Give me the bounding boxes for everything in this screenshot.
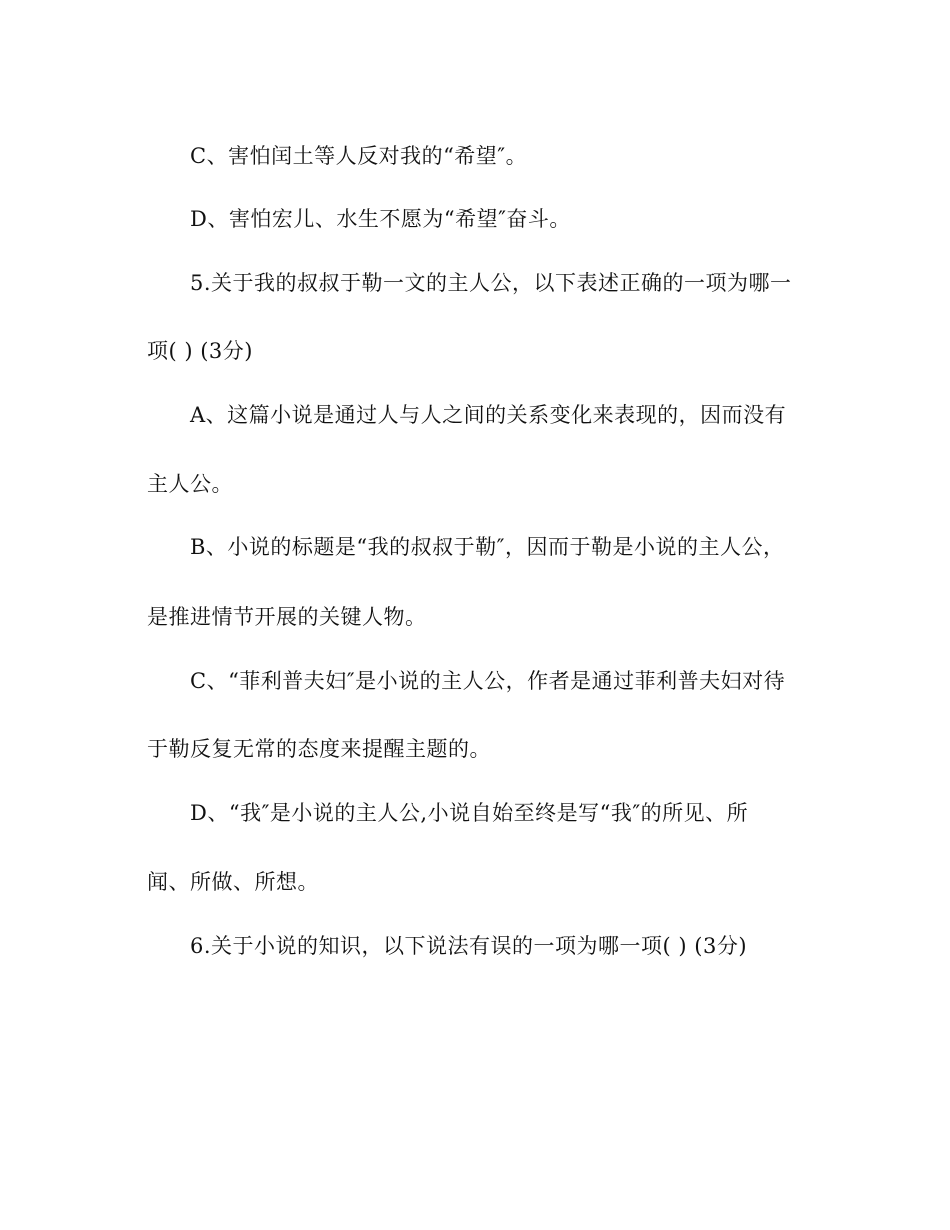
question-5-line-1: 5.关于我的叔叔于勒一文的主人公，以下表述正确的一项为哪一 bbox=[190, 271, 792, 295]
option-d-line: D、害怕宏儿、水生不愿为“希望″奋斗。 bbox=[190, 207, 571, 231]
q5-option-d-line-1: D、“我″是小说的主人公,小说自始至终是写“我″的所见、所 bbox=[190, 801, 749, 825]
q5-option-b-line-1: B、小说的标题是“我的叔叔于勒″，因而于勒是小说的主人公， bbox=[190, 535, 785, 559]
question-5-line-2: 项( ) (3分) bbox=[147, 339, 253, 363]
q5-option-c-line-2: 于勒反复无常的态度来提醒主题的。 bbox=[147, 737, 491, 761]
option-c-line: C、害怕闰土等人反对我的“希望″。 bbox=[190, 144, 528, 168]
q5-option-a-line-1: A、这篇小说是通过人与人之间的关系变化来表现的，因而没有 bbox=[190, 403, 787, 427]
q5-option-a-line-2: 主人公。 bbox=[147, 472, 233, 496]
q5-option-b-line-2: 是推进情节开展的关键人物。 bbox=[147, 605, 427, 629]
question-6-line: 6.关于小说的知识，以下说法有误的一项为哪一项( ) (3分) bbox=[190, 934, 748, 958]
q5-option-c-line-1: C、“菲利普夫妇″是小说的主人公，作者是通过菲利普夫妇对待 bbox=[190, 669, 786, 693]
q5-option-d-line-2: 闻、所做、所想。 bbox=[147, 870, 319, 894]
